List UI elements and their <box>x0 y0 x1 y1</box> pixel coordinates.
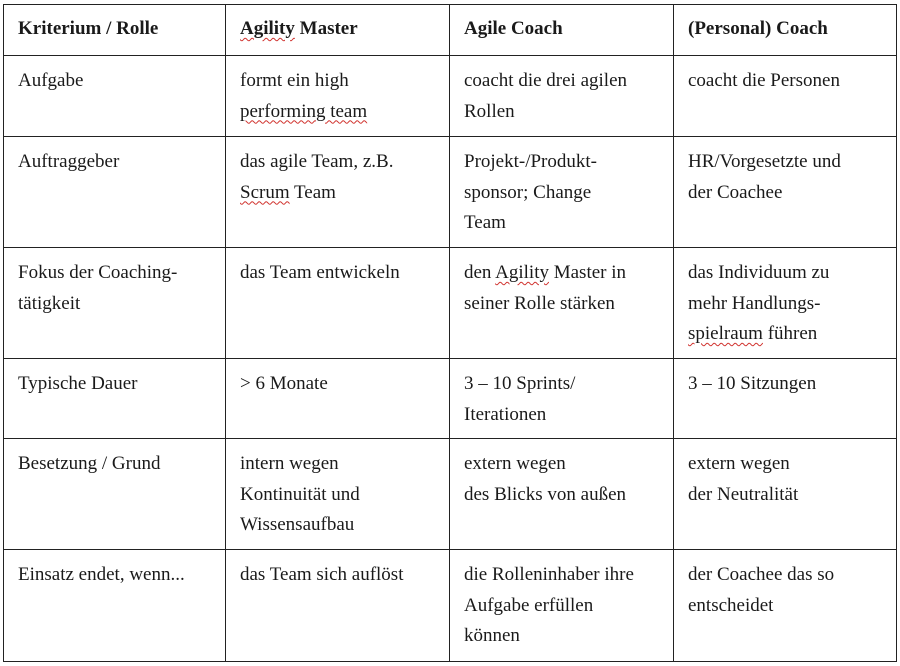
cell-text: mehr Handlungs- <box>688 292 821 314</box>
cell-text: tätigkeit <box>18 292 81 314</box>
cell-dauer-agility-master <box>226 359 450 439</box>
cell-auftraggeber-agile-coach <box>450 137 674 248</box>
cell-text: das Team sich auflöst <box>240 564 404 585</box>
table-row <box>4 248 897 359</box>
cell-einsatz-personal-coach <box>674 550 897 662</box>
cell-text: Typische Dauer <box>18 373 138 394</box>
cell-text: des Blicks von außen <box>464 483 627 505</box>
cell-text: Einsatz endet, wenn... <box>18 564 185 585</box>
header-agility-master <box>226 5 450 56</box>
row-label-aufgabe <box>4 56 226 137</box>
cell-text: Team <box>289 181 336 203</box>
cell-auftraggeber-personal-coach <box>674 137 897 248</box>
header-criterion-text: Kriterium / Rolle <box>18 18 159 39</box>
cell-text: performing team <box>240 100 368 122</box>
header-agile-coach <box>450 5 674 56</box>
cell-text: führen <box>762 323 818 344</box>
cell-text: coacht die drei agilen <box>464 70 628 91</box>
cell-fokus-agility-master <box>226 248 450 359</box>
cell-text: Team <box>464 212 506 233</box>
cell-text: der Coachee das so <box>688 564 835 585</box>
header-personal-coach <box>674 5 897 56</box>
cell-text: Projekt-/Produkt- <box>464 151 597 172</box>
cell-text: HR/Vorgesetzte und <box>688 151 841 172</box>
cell-text: extern wegen <box>688 453 790 474</box>
cell-text: Fokus der Coaching- <box>18 262 178 283</box>
cell-text: formt ein high <box>240 70 349 91</box>
cell-text: Master in <box>548 262 627 283</box>
cell-text: 3 – 10 Sprints/ <box>464 373 576 394</box>
cell-text: Aufgabe erfüllen <box>464 594 594 616</box>
cell-text: den <box>464 262 496 283</box>
cell-text: spielraum <box>688 323 763 344</box>
cell-fokus-agile-coach <box>450 248 674 359</box>
cell-besetzung-personal-coach <box>674 439 897 550</box>
table-row <box>4 56 897 137</box>
cell-dauer-agile-coach <box>450 359 674 439</box>
cell-text: Auftraggeber <box>18 151 120 172</box>
table-row <box>4 550 897 662</box>
cell-text: das agile Team, z.B. <box>240 151 394 172</box>
cell-text: der Neutralität <box>688 483 799 505</box>
row-label-besetzung <box>4 439 226 550</box>
table-row <box>4 439 897 550</box>
cell-aufgabe-personal-coach <box>674 56 897 137</box>
cell-text: > 6 Monate <box>240 373 328 394</box>
cell-text: Iterationen <box>464 403 547 425</box>
cell-dauer-personal-coach <box>674 359 897 439</box>
table-header-row <box>4 5 897 56</box>
header-agility-word: Agility <box>240 18 295 39</box>
cell-aufgabe-agile-coach <box>450 56 674 137</box>
row-label-dauer <box>4 359 226 439</box>
cell-besetzung-agility-master <box>226 439 450 550</box>
cell-auftraggeber-agility-master <box>226 137 450 248</box>
cell-text: Besetzung / Grund <box>18 453 161 474</box>
row-label-fokus <box>4 248 226 359</box>
cell-text: Rollen <box>464 100 515 122</box>
cell-text: intern wegen <box>240 453 339 474</box>
cell-einsatz-agility-master <box>226 550 450 662</box>
cell-text: der Coachee <box>688 181 783 203</box>
role-comparison-table <box>3 4 897 662</box>
cell-text: coacht die Personen <box>688 70 840 91</box>
table-row <box>4 359 897 439</box>
cell-text: die Rolleninhaber ihre <box>464 564 634 585</box>
cell-besetzung-agile-coach <box>450 439 674 550</box>
cell-text: seiner Rolle stärken <box>464 292 615 314</box>
cell-text: Wissensaufbau <box>240 514 355 535</box>
header-criterion <box>4 5 226 56</box>
cell-text: das Team entwickeln <box>240 262 400 283</box>
row-label-einsatz <box>4 550 226 662</box>
cell-text: entscheidet <box>688 594 774 616</box>
cell-fokus-personal-coach <box>674 248 897 359</box>
table-row <box>4 137 897 248</box>
cell-text: Aufgabe <box>18 70 84 91</box>
row-label-auftraggeber <box>4 137 226 248</box>
cell-text: 3 – 10 Sitzungen <box>688 373 817 394</box>
cell-text: Scrum <box>240 181 290 203</box>
cell-text: Agility <box>495 262 549 283</box>
cell-text: können <box>464 625 520 646</box>
cell-text: extern wegen <box>464 453 566 474</box>
cell-text: Kontinuität und <box>240 483 360 505</box>
header-personal-coach-text: (Personal) Coach <box>688 18 828 39</box>
header-master-word: Master <box>294 18 358 39</box>
cell-text: das Individuum zu <box>688 262 830 283</box>
cell-aufgabe-agility-master <box>226 56 450 137</box>
cell-text: sponsor; Change <box>464 181 592 203</box>
cell-einsatz-agile-coach <box>450 550 674 662</box>
header-agile-coach-text: Agile Coach <box>464 18 563 39</box>
